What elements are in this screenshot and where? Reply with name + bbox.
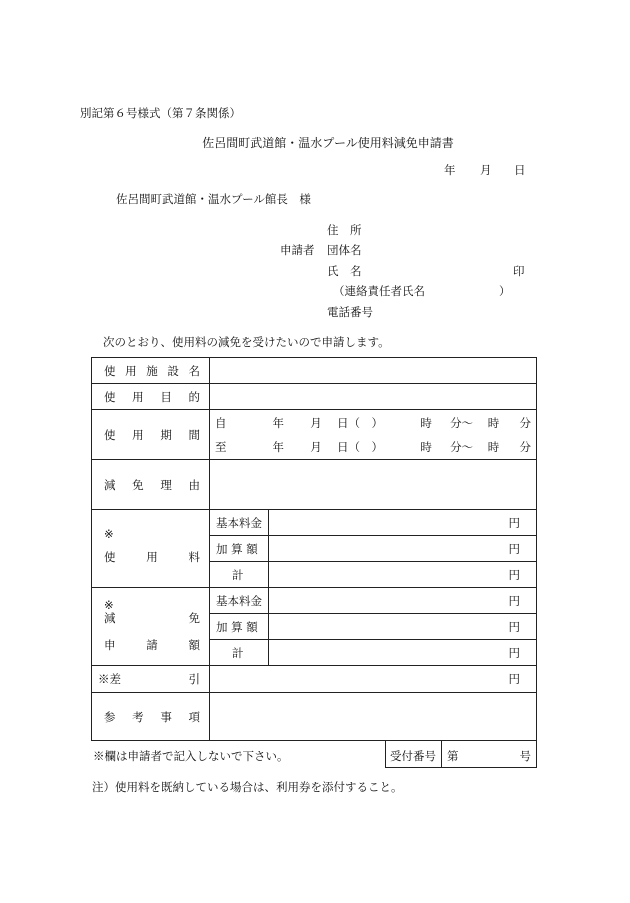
receipt-prefix: 第	[447, 749, 459, 763]
request-statement: 次のとおり、使用料の減免を受けたいので申請します。	[103, 335, 390, 349]
footer-row	[91, 741, 537, 768]
facility-label: 使 用 施 設 名	[92, 358, 210, 384]
period-label: 使 用 期 間	[92, 410, 210, 460]
form-number-label: 別記第６号様式（第７条関係）	[80, 106, 241, 120]
exempt-added-field[interactable]: 円	[269, 614, 537, 640]
form-title: 佐呂間町武道館・温水プール使用料減免申請書	[202, 136, 454, 150]
receipt-suffix: 号	[519, 749, 531, 763]
exempt-basic-field[interactable]: 円	[269, 588, 537, 614]
fee-added-label: 加 算 額	[210, 536, 269, 562]
period-field[interactable]	[210, 410, 537, 460]
reason-label: 減 免 理 由	[92, 460, 210, 510]
date-year: 年	[444, 163, 456, 177]
facility-field[interactable]	[210, 358, 537, 384]
remarks-label: 参 考 事 項	[92, 693, 210, 741]
applicant-note: ※欄は申請者で記入しないで下さい。	[93, 749, 289, 763]
applicant-caption: 申請者	[280, 243, 315, 257]
purpose-field[interactable]	[210, 384, 537, 410]
receipt-label-box	[385, 741, 442, 768]
fee-total-label: 計	[210, 562, 269, 588]
date-month: 月	[480, 163, 492, 177]
addressee: 佐呂間町武道館・温水プール館長 様	[116, 192, 311, 206]
payment-note: 注）使用料を既納している場合は、利用券を添付すること。	[92, 780, 403, 794]
period-from-row: 自 年 月 日（ ） 時 分～ 時 分	[215, 415, 531, 430]
period-to-row: 至 年 月 日（ ） 時 分～ 時 分	[215, 440, 531, 454]
difference-field[interactable]: 円	[210, 666, 537, 693]
date-day: 日	[514, 163, 526, 177]
fee-total-field[interactable]: 円	[269, 562, 537, 588]
receipt-number-field[interactable]	[441, 741, 537, 768]
difference-label: ※差 引	[92, 666, 210, 693]
phone-label: 電話番号	[327, 305, 373, 319]
contact-person-close: ）	[499, 284, 511, 298]
applicant-name-label: 氏 名	[327, 264, 362, 278]
contact-person-label: （連絡責任者氏名	[333, 284, 425, 298]
applicant-organization-label: 団体名	[327, 243, 362, 257]
fee-basic-field[interactable]: 円	[269, 510, 537, 536]
fee-basic-label: 基本料金	[210, 510, 269, 536]
purpose-label: 使 用 目 的	[92, 384, 210, 410]
exemption-label: ※ 減 免 申 請 額	[92, 588, 210, 666]
exempt-basic-label: 基本料金	[210, 588, 269, 614]
exempt-total-label: 計	[210, 640, 269, 666]
receipt-label: 受付番号	[390, 749, 436, 763]
exempt-total-field[interactable]: 円	[269, 640, 537, 666]
applicant-address-label: 住 所	[327, 223, 362, 237]
fee-added-field[interactable]: 円	[269, 536, 537, 562]
remarks-field[interactable]	[210, 693, 537, 741]
fee-label: ※ 使 用 料	[92, 510, 210, 588]
reason-field[interactable]	[210, 460, 537, 510]
application-table	[91, 357, 537, 741]
exempt-added-label: 加 算 額	[210, 614, 269, 640]
seal-mark: 印	[513, 264, 525, 278]
